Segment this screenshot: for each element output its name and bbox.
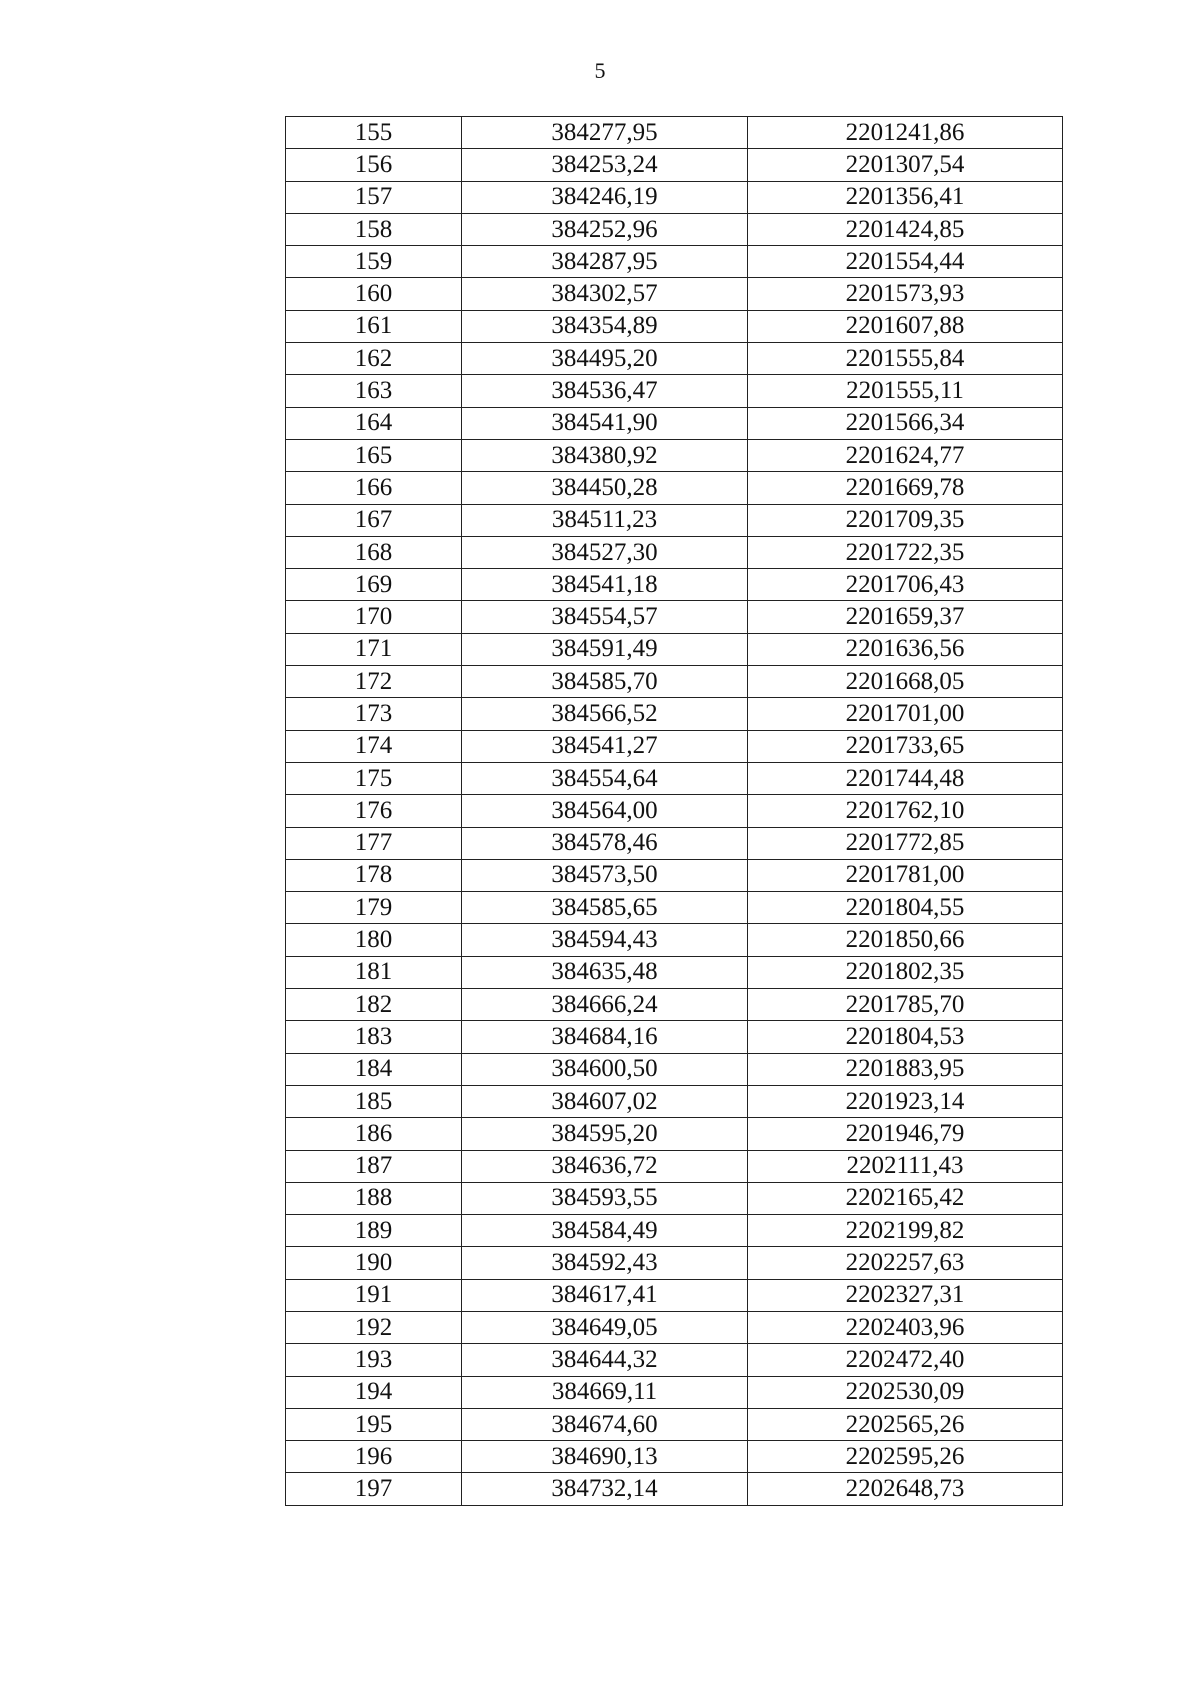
- table-row: [286, 1311, 1063, 1343]
- x-coordinate-cell: 384541,90: [462, 407, 748, 439]
- table-row: [286, 827, 1063, 859]
- table-row: [286, 1215, 1063, 1247]
- table-row: [286, 1473, 1063, 1505]
- x-coordinate-cell: 384617,41: [462, 1279, 748, 1311]
- table-row: [286, 117, 1063, 149]
- table-row: [286, 1085, 1063, 1117]
- x-coordinate-cell: 384554,64: [462, 762, 748, 794]
- x-coordinate-cell: 384591,49: [462, 633, 748, 665]
- table-row: [286, 1247, 1063, 1279]
- y-coordinate-cell: 2201785,70: [748, 989, 1063, 1021]
- page-number: 5: [594, 58, 606, 83]
- y-coordinate-cell: 2201772,85: [748, 827, 1063, 859]
- y-coordinate-cell: 2201709,35: [748, 504, 1063, 536]
- point-number-cell: 180: [286, 924, 462, 956]
- y-coordinate-cell: 2201804,55: [748, 892, 1063, 924]
- x-coordinate-cell: 384584,49: [462, 1215, 748, 1247]
- point-number-cell: 160: [286, 278, 462, 310]
- point-number-cell: 163: [286, 375, 462, 407]
- y-coordinate-cell: 2201356,41: [748, 181, 1063, 213]
- x-coordinate-cell: 384690,13: [462, 1441, 748, 1473]
- point-number-cell: 182: [286, 989, 462, 1021]
- point-number-cell: 193: [286, 1344, 462, 1376]
- point-number-cell: 174: [286, 730, 462, 762]
- point-number-cell: 184: [286, 1053, 462, 1085]
- table-row: [286, 213, 1063, 245]
- point-number-cell: 167: [286, 504, 462, 536]
- point-number-cell: 186: [286, 1118, 462, 1150]
- table-row: [286, 666, 1063, 698]
- x-coordinate-cell: 384666,24: [462, 989, 748, 1021]
- y-coordinate-cell: 2202327,31: [748, 1279, 1063, 1311]
- y-coordinate-cell: 2201804,53: [748, 1021, 1063, 1053]
- y-coordinate-cell: 2201883,95: [748, 1053, 1063, 1085]
- table-row: [286, 407, 1063, 439]
- point-number-cell: 166: [286, 472, 462, 504]
- table-row: [286, 859, 1063, 891]
- x-coordinate-cell: 384380,92: [462, 439, 748, 471]
- table-row: [286, 1118, 1063, 1150]
- x-coordinate-cell: 384593,55: [462, 1182, 748, 1214]
- point-number-cell: 157: [286, 181, 462, 213]
- y-coordinate-cell: 2202111,43: [748, 1150, 1063, 1182]
- point-number-cell: 172: [286, 666, 462, 698]
- x-coordinate-cell: 384600,50: [462, 1053, 748, 1085]
- y-coordinate-cell: 2201241,86: [748, 117, 1063, 149]
- y-coordinate-cell: 2201744,48: [748, 762, 1063, 794]
- x-coordinate-cell: 384495,20: [462, 343, 748, 375]
- y-coordinate-cell: 2201307,54: [748, 149, 1063, 181]
- x-coordinate-cell: 384253,24: [462, 149, 748, 181]
- table-row: [286, 924, 1063, 956]
- point-number-cell: 173: [286, 698, 462, 730]
- x-coordinate-cell: 384541,27: [462, 730, 748, 762]
- table-row: [286, 892, 1063, 924]
- table-row: [286, 956, 1063, 988]
- x-coordinate-cell: 384732,14: [462, 1473, 748, 1505]
- x-coordinate-cell: 384287,95: [462, 246, 748, 278]
- y-coordinate-cell: 2202595,26: [748, 1441, 1063, 1473]
- table-row: [286, 472, 1063, 504]
- point-number-cell: 191: [286, 1279, 462, 1311]
- table-row: [286, 730, 1063, 762]
- point-number-cell: 185: [286, 1085, 462, 1117]
- point-number-cell: 189: [286, 1215, 462, 1247]
- point-number-cell: 159: [286, 246, 462, 278]
- point-number-cell: 179: [286, 892, 462, 924]
- x-coordinate-cell: 384527,30: [462, 536, 748, 568]
- table-row: [286, 601, 1063, 633]
- table-row: [286, 989, 1063, 1021]
- point-number-cell: 168: [286, 536, 462, 568]
- table-row: [286, 633, 1063, 665]
- x-coordinate-cell: 384573,50: [462, 859, 748, 891]
- point-number-cell: 188: [286, 1182, 462, 1214]
- point-number-cell: 171: [286, 633, 462, 665]
- x-coordinate-cell: 384578,46: [462, 827, 748, 859]
- point-number-cell: 158: [286, 213, 462, 245]
- point-number-cell: 164: [286, 407, 462, 439]
- table-row: [286, 504, 1063, 536]
- table-row: [286, 439, 1063, 471]
- point-number-cell: 195: [286, 1408, 462, 1440]
- x-coordinate-cell: 384594,43: [462, 924, 748, 956]
- table-row: [286, 181, 1063, 213]
- x-coordinate-cell: 384554,57: [462, 601, 748, 633]
- y-coordinate-cell: 2201555,11: [748, 375, 1063, 407]
- y-coordinate-cell: 2202257,63: [748, 1247, 1063, 1279]
- y-coordinate-cell: 2201762,10: [748, 795, 1063, 827]
- x-coordinate-cell: 384302,57: [462, 278, 748, 310]
- x-coordinate-cell: 384595,20: [462, 1118, 748, 1150]
- table-row: [286, 795, 1063, 827]
- point-number-cell: 197: [286, 1473, 462, 1505]
- point-number-cell: 187: [286, 1150, 462, 1182]
- point-number-cell: 194: [286, 1376, 462, 1408]
- y-coordinate-cell: 2201701,00: [748, 698, 1063, 730]
- point-number-cell: 169: [286, 569, 462, 601]
- table-row: [286, 310, 1063, 342]
- y-coordinate-cell: 2202530,09: [748, 1376, 1063, 1408]
- y-coordinate-cell: 2201624,77: [748, 439, 1063, 471]
- table-row: [286, 1182, 1063, 1214]
- y-coordinate-cell: 2201669,78: [748, 472, 1063, 504]
- point-number-cell: 196: [286, 1441, 462, 1473]
- y-coordinate-cell: 2201923,14: [748, 1085, 1063, 1117]
- table-row: [286, 1053, 1063, 1085]
- x-coordinate-cell: 384636,72: [462, 1150, 748, 1182]
- x-coordinate-cell: 384511,23: [462, 504, 748, 536]
- y-coordinate-cell: 2202648,73: [748, 1473, 1063, 1505]
- table-row: [286, 536, 1063, 568]
- table-row: [286, 246, 1063, 278]
- y-coordinate-cell: 2201802,35: [748, 956, 1063, 988]
- table-row: [286, 1408, 1063, 1440]
- y-coordinate-cell: 2202403,96: [748, 1311, 1063, 1343]
- y-coordinate-cell: 2201733,65: [748, 730, 1063, 762]
- y-coordinate-cell: 2202472,40: [748, 1344, 1063, 1376]
- x-coordinate-cell: 384450,28: [462, 472, 748, 504]
- y-coordinate-cell: 2201573,93: [748, 278, 1063, 310]
- x-coordinate-cell: 384592,43: [462, 1247, 748, 1279]
- x-coordinate-cell: 384644,32: [462, 1344, 748, 1376]
- point-number-cell: 192: [286, 1311, 462, 1343]
- x-coordinate-cell: 384252,96: [462, 213, 748, 245]
- x-coordinate-cell: 384585,65: [462, 892, 748, 924]
- point-number-cell: 175: [286, 762, 462, 794]
- table-row: [286, 762, 1063, 794]
- y-coordinate-cell: 2201706,43: [748, 569, 1063, 601]
- x-coordinate-cell: 384635,48: [462, 956, 748, 988]
- y-coordinate-cell: 2201781,00: [748, 859, 1063, 891]
- coordinates-table: [285, 116, 1063, 1506]
- y-coordinate-cell: 2201607,88: [748, 310, 1063, 342]
- y-coordinate-cell: 2201636,56: [748, 633, 1063, 665]
- table-row: [286, 569, 1063, 601]
- point-number-cell: 181: [286, 956, 462, 988]
- x-coordinate-cell: 384354,89: [462, 310, 748, 342]
- y-coordinate-cell: 2201555,84: [748, 343, 1063, 375]
- table-row: [286, 1021, 1063, 1053]
- x-coordinate-cell: 384566,52: [462, 698, 748, 730]
- y-coordinate-cell: 2202199,82: [748, 1215, 1063, 1247]
- y-coordinate-cell: 2201659,37: [748, 601, 1063, 633]
- point-number-cell: 190: [286, 1247, 462, 1279]
- point-number-cell: 177: [286, 827, 462, 859]
- y-coordinate-cell: 2201946,79: [748, 1118, 1063, 1150]
- y-coordinate-cell: 2201850,66: [748, 924, 1063, 956]
- x-coordinate-cell: 384649,05: [462, 1311, 748, 1343]
- coordinates-table-body: [286, 117, 1063, 1506]
- table-row: [286, 1376, 1063, 1408]
- y-coordinate-cell: 2201554,44: [748, 246, 1063, 278]
- y-coordinate-cell: 2202565,26: [748, 1408, 1063, 1440]
- y-coordinate-cell: 2202165,42: [748, 1182, 1063, 1214]
- table-row: [286, 278, 1063, 310]
- point-number-cell: 165: [286, 439, 462, 471]
- table-row: [286, 343, 1063, 375]
- point-number-cell: 170: [286, 601, 462, 633]
- x-coordinate-cell: 384585,70: [462, 666, 748, 698]
- x-coordinate-cell: 384564,00: [462, 795, 748, 827]
- point-number-cell: 178: [286, 859, 462, 891]
- point-number-cell: 162: [286, 343, 462, 375]
- x-coordinate-cell: 384246,19: [462, 181, 748, 213]
- x-coordinate-cell: 384684,16: [462, 1021, 748, 1053]
- y-coordinate-cell: 2201566,34: [748, 407, 1063, 439]
- y-coordinate-cell: 2201424,85: [748, 213, 1063, 245]
- table-row: [286, 1279, 1063, 1311]
- x-coordinate-cell: 384607,02: [462, 1085, 748, 1117]
- table-row: [286, 149, 1063, 181]
- point-number-cell: 155: [286, 117, 462, 149]
- x-coordinate-cell: 384674,60: [462, 1408, 748, 1440]
- x-coordinate-cell: 384669,11: [462, 1376, 748, 1408]
- x-coordinate-cell: 384541,18: [462, 569, 748, 601]
- y-coordinate-cell: 2201668,05: [748, 666, 1063, 698]
- table-row: [286, 375, 1063, 407]
- point-number-cell: 161: [286, 310, 462, 342]
- x-coordinate-cell: 384277,95: [462, 117, 748, 149]
- table-row: [286, 1441, 1063, 1473]
- x-coordinate-cell: 384536,47: [462, 375, 748, 407]
- point-number-cell: 156: [286, 149, 462, 181]
- y-coordinate-cell: 2201722,35: [748, 536, 1063, 568]
- table-row: [286, 698, 1063, 730]
- point-number-cell: 183: [286, 1021, 462, 1053]
- point-number-cell: 176: [286, 795, 462, 827]
- table-row: [286, 1150, 1063, 1182]
- table-row: [286, 1344, 1063, 1376]
